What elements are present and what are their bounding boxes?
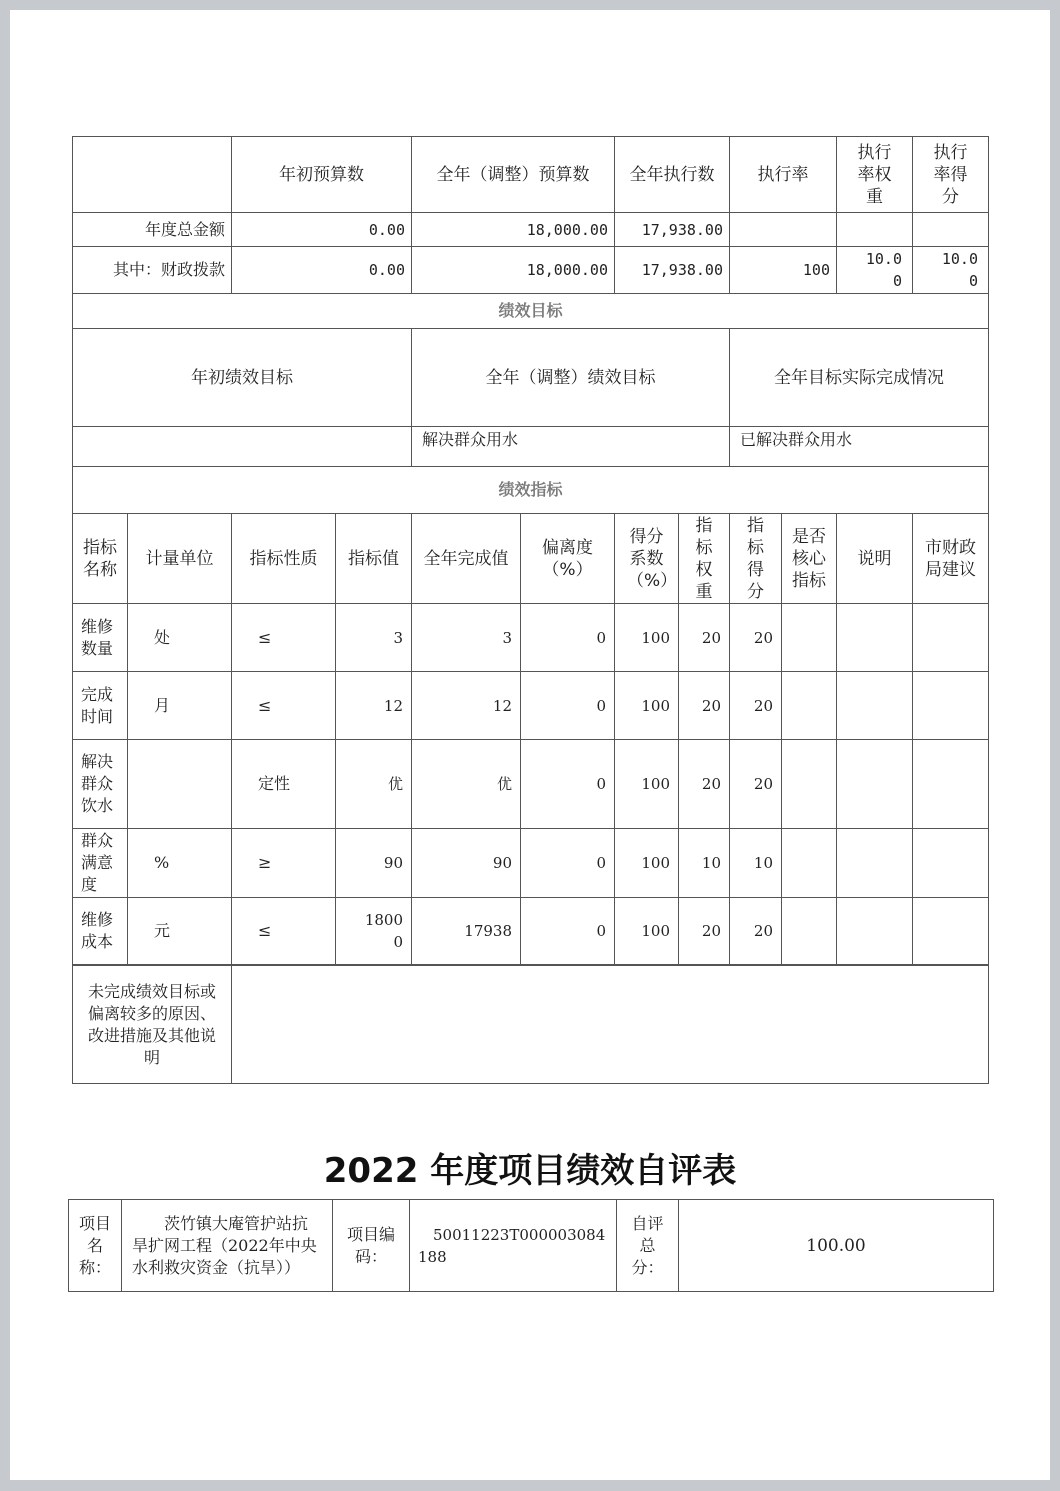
goals-table	[72, 293, 989, 514]
project-code-value: 50011223T000003084188	[410, 1200, 617, 1292]
score: 20	[730, 898, 782, 965]
core-flag	[782, 740, 837, 829]
note	[837, 672, 913, 740]
deviation: 0	[521, 740, 615, 829]
remarks-row	[73, 966, 989, 1084]
unit	[128, 740, 232, 829]
header-note: 说明	[837, 514, 913, 604]
actual-value: 17938	[412, 898, 521, 965]
score: 20	[730, 672, 782, 740]
header-unit: 计量单位	[128, 514, 232, 604]
core-flag	[782, 898, 837, 965]
indicator-row	[73, 604, 989, 672]
deviation: 0	[521, 604, 615, 672]
indicators-header-row	[73, 514, 989, 604]
deviation: 0	[521, 829, 615, 898]
weight: 20	[679, 604, 730, 672]
nature: ≤	[232, 672, 336, 740]
budget-table	[72, 136, 989, 294]
actual-value: 12	[412, 672, 521, 740]
header-rate-weight: 执行率权重	[837, 137, 913, 213]
nature: ≤	[232, 898, 336, 965]
coefficient: 100	[615, 898, 679, 965]
coefficient: 100	[615, 829, 679, 898]
weight: 10	[679, 829, 730, 898]
score-label: 自评总分：	[617, 1200, 679, 1292]
budget-header-blank	[73, 137, 232, 213]
remarks-value	[232, 966, 989, 1084]
suggestion	[913, 740, 989, 829]
header-adjusted-goal: 全年（调整）绩效目标	[412, 329, 730, 427]
weight: 20	[679, 898, 730, 965]
header-actual: 全年完成值	[412, 514, 521, 604]
weight-value	[837, 213, 913, 247]
initial-value: 0.00	[232, 213, 412, 247]
deviation: 0	[521, 672, 615, 740]
header-nature: 指标性质	[232, 514, 336, 604]
executed-value: 17,938.00	[615, 213, 730, 247]
header-rate: 执行率	[730, 137, 837, 213]
suggestion	[913, 829, 989, 898]
goals-value-row	[73, 427, 989, 467]
core-flag	[782, 829, 837, 898]
header-score: 指标得分	[730, 514, 782, 604]
score-value: 10.00	[913, 247, 989, 294]
indicators-table	[72, 513, 989, 965]
nature: ≤	[232, 604, 336, 672]
core-flag	[782, 604, 837, 672]
header-indicator-name: 指标名称	[73, 514, 128, 604]
suggestion	[913, 604, 989, 672]
rate-value: 100	[730, 247, 837, 294]
indicator-row	[73, 740, 989, 829]
adjusted-value: 18,000.00	[412, 247, 615, 294]
unit: 月	[128, 672, 232, 740]
nature: 定性	[232, 740, 336, 829]
adjusted-value: 18,000.00	[412, 213, 615, 247]
header-coefficient: 得分系数（%）	[615, 514, 679, 604]
score: 20	[730, 740, 782, 829]
goals-section-title: 绩效目标	[73, 294, 989, 329]
row-label: 年度总金额	[73, 213, 232, 247]
header-initial-budget: 年初预算数	[232, 137, 412, 213]
header-suggestion: 市财政局建议	[913, 514, 989, 604]
indicator-row	[73, 898, 989, 965]
header-actual-completion: 全年目标实际完成情况	[730, 329, 989, 427]
adjusted-goal-value: 解决群众用水	[412, 427, 730, 467]
unit: 处	[128, 604, 232, 672]
header-executed: 全年执行数	[615, 137, 730, 213]
score: 10	[730, 829, 782, 898]
target-value: 18000	[336, 898, 412, 965]
indicator-row	[73, 829, 989, 898]
coefficient: 100	[615, 604, 679, 672]
indicator-name: 维修成本	[73, 898, 128, 965]
indicator-name: 解决群众饮水	[73, 740, 128, 829]
coefficient: 100	[615, 672, 679, 740]
note	[837, 604, 913, 672]
indicator-row	[73, 672, 989, 740]
actual-completion-value: 已解决群众用水	[730, 427, 989, 467]
header-deviation: 偏离度（%）	[521, 514, 615, 604]
project-info-table	[68, 1199, 994, 1292]
indicator-name: 群众满意度	[73, 829, 128, 898]
nature: ≥	[232, 829, 336, 898]
target-value: 3	[336, 604, 412, 672]
remarks-label: 未完成绩效目标或偏离较多的原因、改进措施及其他说明	[73, 966, 232, 1084]
deviation: 0	[521, 898, 615, 965]
rate-value	[730, 213, 837, 247]
header-target: 指标值	[336, 514, 412, 604]
suggestion	[913, 898, 989, 965]
header-weight: 指标权重	[679, 514, 730, 604]
remarks-table	[72, 965, 989, 1084]
budget-header-row	[73, 137, 989, 213]
target-value: 90	[336, 829, 412, 898]
indicators-section-row	[73, 467, 989, 514]
weight: 20	[679, 740, 730, 829]
note	[837, 829, 913, 898]
project-info-row	[69, 1200, 994, 1292]
indicator-name: 维修数量	[73, 604, 128, 672]
note	[837, 740, 913, 829]
header-initial-goal: 年初绩效目标	[73, 329, 412, 427]
initial-goal-value	[73, 427, 412, 467]
actual-value: 90	[412, 829, 521, 898]
unit: %	[128, 829, 232, 898]
coefficient: 100	[615, 740, 679, 829]
form-title: 2022 年度项目绩效自评表	[323, 1151, 737, 1191]
unit: 元	[128, 898, 232, 965]
target-value: 优	[336, 740, 412, 829]
header-core: 是否核心指标	[782, 514, 837, 604]
actual-value: 3	[412, 604, 521, 672]
weight-value: 10.00	[837, 247, 913, 294]
goals-section-row	[73, 294, 989, 329]
indicator-name: 完成时间	[73, 672, 128, 740]
row-label: 其中：财政拨款	[73, 247, 232, 294]
budget-row-total	[73, 213, 989, 247]
initial-value: 0.00	[232, 247, 412, 294]
indicators-section-title: 绩效指标	[73, 467, 989, 514]
project-name-value: 茨竹镇大庵管护站抗旱扩网工程（2022年中央水利救灾资金（抗旱））	[122, 1200, 333, 1292]
score-value: 100.00	[679, 1200, 994, 1292]
weight: 20	[679, 672, 730, 740]
budget-row-fiscal	[73, 247, 989, 294]
header-adjusted-budget: 全年（调整）预算数	[412, 137, 615, 213]
goals-header-row	[73, 329, 989, 427]
target-value: 12	[336, 672, 412, 740]
score: 20	[730, 604, 782, 672]
score-value	[913, 213, 989, 247]
project-name-label: 项目名称：	[69, 1200, 122, 1292]
executed-value: 17,938.00	[615, 247, 730, 294]
note	[837, 898, 913, 965]
actual-value: 优	[412, 740, 521, 829]
core-flag	[782, 672, 837, 740]
project-code-label: 项目编码：	[333, 1200, 410, 1292]
suggestion	[913, 672, 989, 740]
header-rate-score: 执行率得分	[913, 137, 989, 213]
